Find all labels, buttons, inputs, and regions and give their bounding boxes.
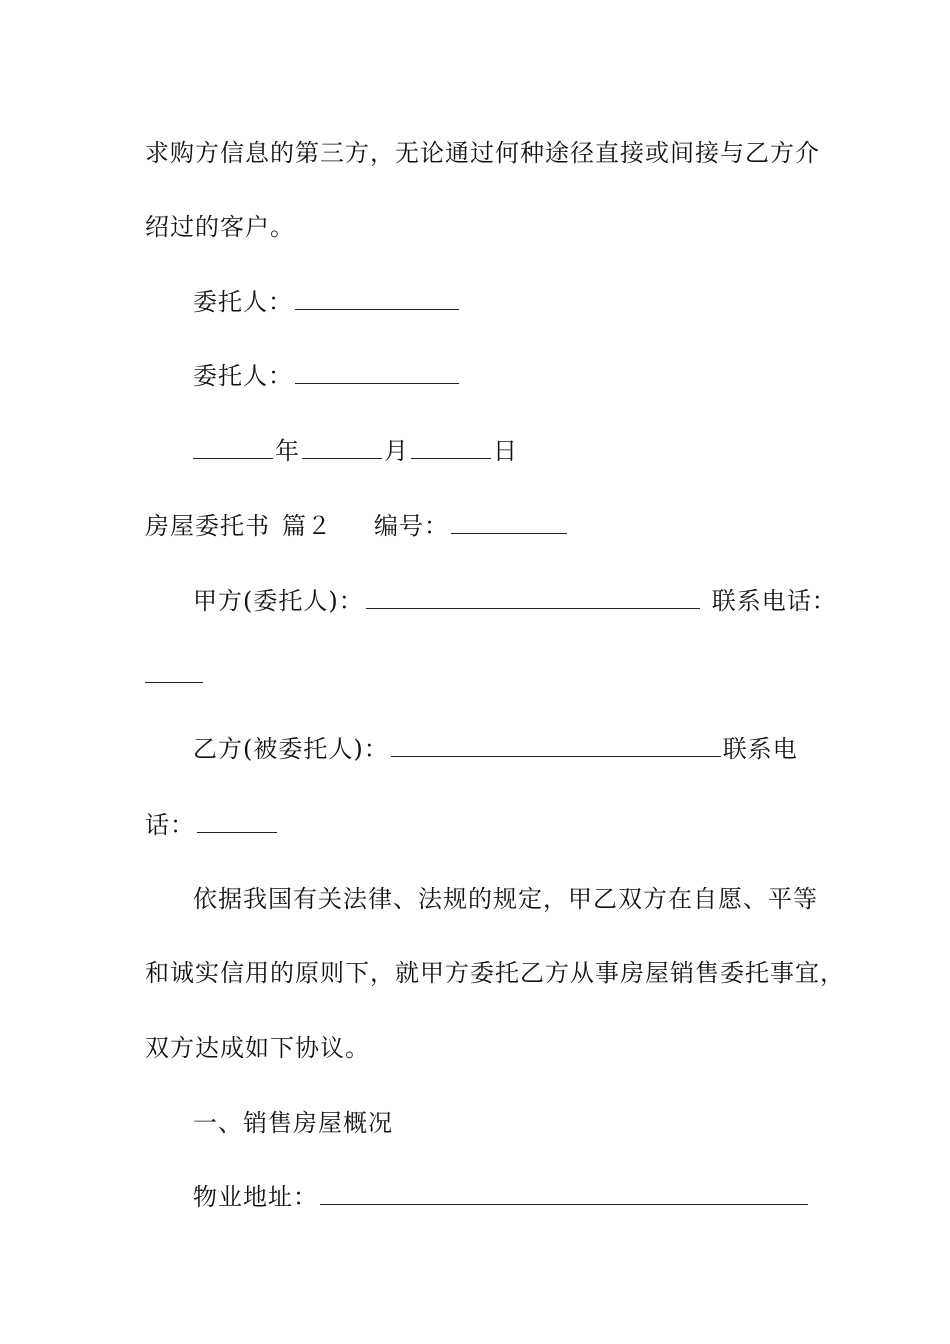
number-blank <box>451 511 567 534</box>
party-a-phone-line <box>145 660 205 690</box>
principal-label: 委托人： <box>193 362 293 390</box>
party-b-phone-label-continued: 话： <box>145 811 195 839</box>
party-b-blank <box>391 734 721 757</box>
principal-label: 委托人： <box>193 288 293 316</box>
number-label: 编号： <box>374 512 449 540</box>
party-a-blank <box>366 586 700 609</box>
property-address-blank <box>320 1182 808 1205</box>
party-b-label: 乙方(被委托人)： <box>193 735 389 763</box>
party-b-phone-line <box>145 810 279 840</box>
principal-signature-line <box>193 287 461 317</box>
party-b-line <box>193 734 798 764</box>
year-label: 年 <box>275 437 300 465</box>
party-b-phone-label: 联系电 <box>722 735 798 763</box>
document-section: 篇２ <box>282 512 332 540</box>
party-b-phone-blank <box>197 810 277 833</box>
principal-blank <box>295 361 459 384</box>
section-heading: 一、销售房屋概况 <box>193 1109 393 1137</box>
paragraph-line: 和诚实信用的原则下，就甲方委托乙方从事房屋销售委托事宜， <box>145 959 845 987</box>
principal-blank <box>295 287 459 310</box>
month-label: 月 <box>384 437 409 465</box>
day-label: 日 <box>493 437 518 465</box>
property-address-label: 物业地址： <box>193 1183 318 1211</box>
principal-signature-line <box>193 361 461 391</box>
paragraph-line: 依据我国有关法律、法规的规定，甲乙双方在自愿、平等 <box>193 885 818 913</box>
document-heading <box>145 511 569 541</box>
year-blank <box>193 436 273 459</box>
party-a-phone-blank <box>145 660 203 683</box>
property-address-line <box>193 1182 810 1212</box>
date-line <box>193 436 518 466</box>
party-a-phone-label: 联系电话： <box>711 587 837 615</box>
party-a-line <box>193 586 837 616</box>
day-blank <box>411 436 491 459</box>
paragraph-line: 求购方信息的第三方，无论通过何种途径直接或间接与乙方介 <box>145 139 820 167</box>
document-title: 房屋委托书 <box>145 512 270 540</box>
paragraph-line: 绍过的客户。 <box>145 213 295 241</box>
month-blank <box>302 436 382 459</box>
paragraph-line: 双方达成如下协议。 <box>145 1034 370 1062</box>
party-a-label: 甲方(委托人)： <box>193 587 364 615</box>
